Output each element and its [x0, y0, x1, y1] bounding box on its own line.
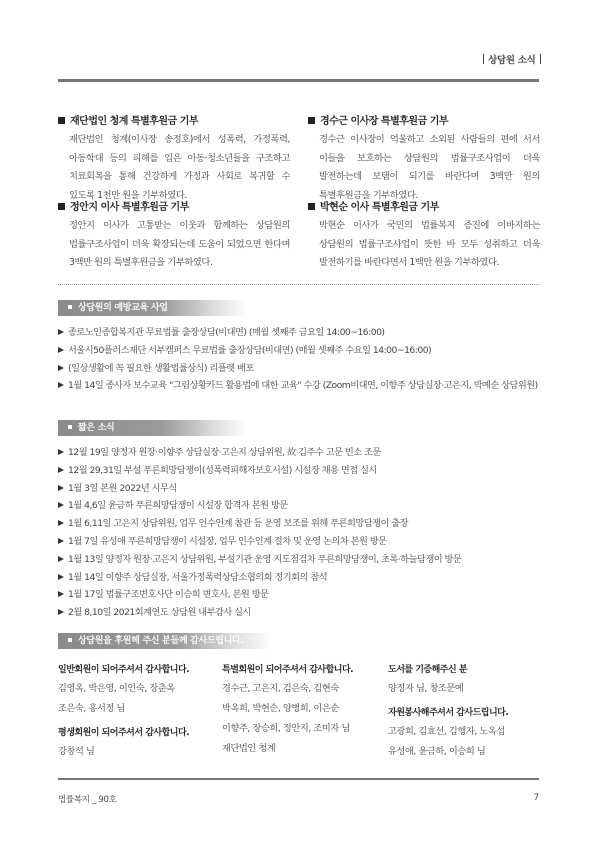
donation-title: 박현순 이사 특별후원금 기부	[320, 202, 439, 213]
list-item-text: 1월 14일 이향주 상담실장, 서울가정폭력상담소협의회 정기회의 참석	[68, 571, 328, 583]
thanks-group-title: 특별회원이 되어주셔서 감사합니다.	[222, 665, 354, 675]
list-item-text: 12월 19일 양정자 원장·이향주 상담실장·고은지 상담위원, 故 김주수 고문 빈소 조문	[68, 447, 381, 458]
section-heading-label: 짧은 소식	[78, 423, 115, 433]
section-heading-label: 상담원을 후원해 주신 분들께 감사드립니다.	[78, 636, 244, 646]
list-item	[58, 569, 542, 587]
list-item-text: 1월 14일 종사자 보수교육 "그림상황카드 활용법에 대한 교육" 수강 (Zoom비대면, 이향주 상담실장·고은지, 박예순 상담위원)	[68, 380, 538, 392]
list-item	[58, 497, 542, 515]
donation-block	[308, 198, 540, 273]
thanks-names: 경수근, 고은지, 김은숙, 김현숙	[222, 683, 339, 694]
donation-body: 정안지 이사가 고통받는 이웃과 함께하는 상담원의 법률구조사업이 더욱 확장되는데 도움이 되었으면 한다며 3백만 원의 특별후원금을 기부하였다.	[69, 220, 290, 268]
triangle-bullet-icon	[58, 538, 64, 544]
list-item	[58, 444, 542, 462]
page-number: 7	[533, 793, 539, 803]
section-header	[479, 52, 545, 66]
thanks-names: 조은숙, 홍서정 님	[58, 703, 125, 714]
thanks-names: 김영옥, 박은영, 이인숙, 장춘옥	[58, 683, 175, 694]
triangle-bullet-icon	[58, 485, 64, 491]
top-rule	[58, 79, 539, 82]
triangle-bullet-icon	[58, 556, 64, 562]
square-bullet-icon	[68, 638, 72, 642]
list-item	[58, 515, 542, 533]
list-item-text: 1월 3일 본원 2022년 시무식	[68, 482, 177, 494]
triangle-bullet-icon	[58, 609, 64, 615]
triangle-bullet-icon	[58, 520, 64, 526]
list-item	[58, 377, 542, 395]
thanks-names: 재단법인 청계	[222, 743, 276, 754]
list-item-text: 1월 4,6일 윤금하 푸른희망담쟁이 시설장 합격자 본원 방문	[68, 500, 288, 512]
donation-title: 정안지 이사 특별후원금 기부	[70, 202, 189, 213]
triangle-bullet-icon	[58, 449, 64, 455]
list-item	[58, 342, 542, 360]
list-item-text: 1월 6,11일 고은지 상담위원, 업무 인수인계 참관 등 운영 보조를 위해 푸른희망담쟁이 출장	[68, 518, 409, 530]
list-item-text: 2월 8,10일 2021회계연도 상담원 내부감사 실시	[68, 607, 251, 619]
list-item-text: 1월 13일 양정자 원장·고은지 상담위원, 부설기관 운영 지도점검차 푸른희망담쟁이, 초록·하늘담쟁이 방문	[68, 553, 462, 565]
thanks-column	[388, 662, 538, 762]
list-item	[58, 586, 542, 604]
news-list	[58, 444, 542, 622]
thanks-group-title: 일반회원이 되어주셔서 감사합니다.	[58, 665, 190, 675]
list-item-text: 1월 17일 법률구조변호사단 이승희 변호사, 본원 방문	[68, 589, 269, 601]
news-section-heading	[58, 420, 248, 436]
dotted-divider	[58, 284, 539, 285]
square-bullet-icon	[308, 203, 315, 210]
square-bullet-icon	[308, 117, 315, 124]
square-bullet-icon	[68, 305, 72, 309]
list-item-text: 종로노인종합복지관 무료법률 출장상담(비대면) (매월 셋째주 금요일 14:00~16:00)	[68, 327, 385, 338]
triangle-bullet-icon	[58, 347, 64, 353]
square-bullet-icon	[68, 425, 72, 429]
list-item-text: 서울시50플러스재단 서부캠퍼스 무료법률 출장상담(비대면) (매월 셋째주 수요일 14:00~16:00)	[68, 344, 432, 356]
list-item	[58, 360, 542, 378]
publication-label: 법률복지 _ 90호	[58, 795, 117, 805]
donation-body: 재단법인 청계(이사장 송정호)에서 성폭력, 가정폭력, 아동학대 등의 피해를 입은 아동·청소년들을 구조하고 치료회복을 통해 건강하게 가정과 사회로 복귀할 수 있도록 1천만 원을 기부하였다.	[69, 134, 290, 201]
list-item	[58, 480, 542, 498]
list-item-text: 1월 7일 유성애 푸른희망담쟁이 시설장, 업무 인수인계 절차 및 운영 논의차 본원 방문	[68, 535, 387, 547]
list-item-text: (일상생활에 꼭 필요한 생활법률상식) 리플렛 배포	[68, 362, 254, 374]
donation-body: 경수근 이사장이 억울하고 소외된 사람들의 편에 서서 이들을 보호하는 상담원의 법률구조사업이 더욱 발전하는데 보탬이 되기를 바란다며 3백만 원의 특별후원금을 기부하였다.	[319, 134, 540, 201]
thanks-names: 고광희, 김효선, 김행자, 노옥섭	[388, 726, 505, 737]
square-bullet-icon	[58, 203, 65, 210]
section-header-label: 상담원 소식	[488, 55, 536, 66]
donation-block	[308, 112, 540, 205]
section-heading-label: 상담원의 예방교육 사업	[78, 303, 168, 313]
square-bullet-icon	[58, 117, 65, 124]
list-item-text: 12월 29,31일 부설 푸른희망담쟁이(성폭력피해자보호시설) 시설장 채용 면접 실시	[68, 464, 377, 476]
triangle-bullet-icon	[58, 502, 64, 508]
triangle-bullet-icon	[58, 365, 64, 371]
thanks-group-title: 자원봉사해주셔서 감사드립니다.	[388, 708, 509, 718]
thanks-names: 이향주, 장승희, 정안지, 조미자 님	[222, 723, 350, 734]
thanks-names: 유성애, 윤금하, 이승희 님	[388, 746, 486, 757]
header-bar-left	[483, 54, 485, 64]
bottom-rule	[58, 778, 539, 780]
list-item	[58, 533, 542, 551]
header-bar-right	[540, 54, 542, 64]
triangle-bullet-icon	[58, 329, 64, 335]
list-item	[58, 604, 542, 622]
triangle-bullet-icon	[58, 574, 64, 580]
thanks-section-heading	[58, 633, 273, 649]
thanks-names: 강창석 님	[58, 746, 95, 757]
triangle-bullet-icon	[58, 467, 64, 473]
donation-body: 박현순 이사가 국민의 법률복지 증진에 이바지하는 상담원의 법률구조사업이 뜻한 바 모두 성취하고 더욱 발전하기를 바란다면서 1백만 원을 기부하였다.	[319, 220, 540, 268]
triangle-bullet-icon	[58, 591, 64, 597]
prevention-section-heading	[58, 300, 248, 316]
donation-block	[58, 112, 290, 205]
thanks-column	[222, 662, 372, 759]
thanks-group-title: 평생회원이 되어주셔서 감사합니다.	[58, 728, 190, 738]
list-item	[58, 551, 542, 569]
prevention-list	[58, 324, 542, 395]
thanks-names: 양정자 님, 창조문예	[388, 683, 464, 694]
thanks-column	[58, 662, 208, 762]
triangle-bullet-icon	[58, 382, 64, 388]
donation-title: 경수근 이사장 특별후원금 기부	[320, 116, 449, 127]
thanks-names: 박옥희, 박현순, 양병희, 이은순	[222, 703, 339, 714]
donation-title: 재단법인 청계 특별후원금 기부	[70, 116, 199, 127]
list-item	[58, 324, 542, 342]
thanks-group-title: 도서를 기증해주신 분	[388, 665, 468, 675]
donation-block	[58, 198, 290, 273]
list-item	[58, 462, 542, 480]
